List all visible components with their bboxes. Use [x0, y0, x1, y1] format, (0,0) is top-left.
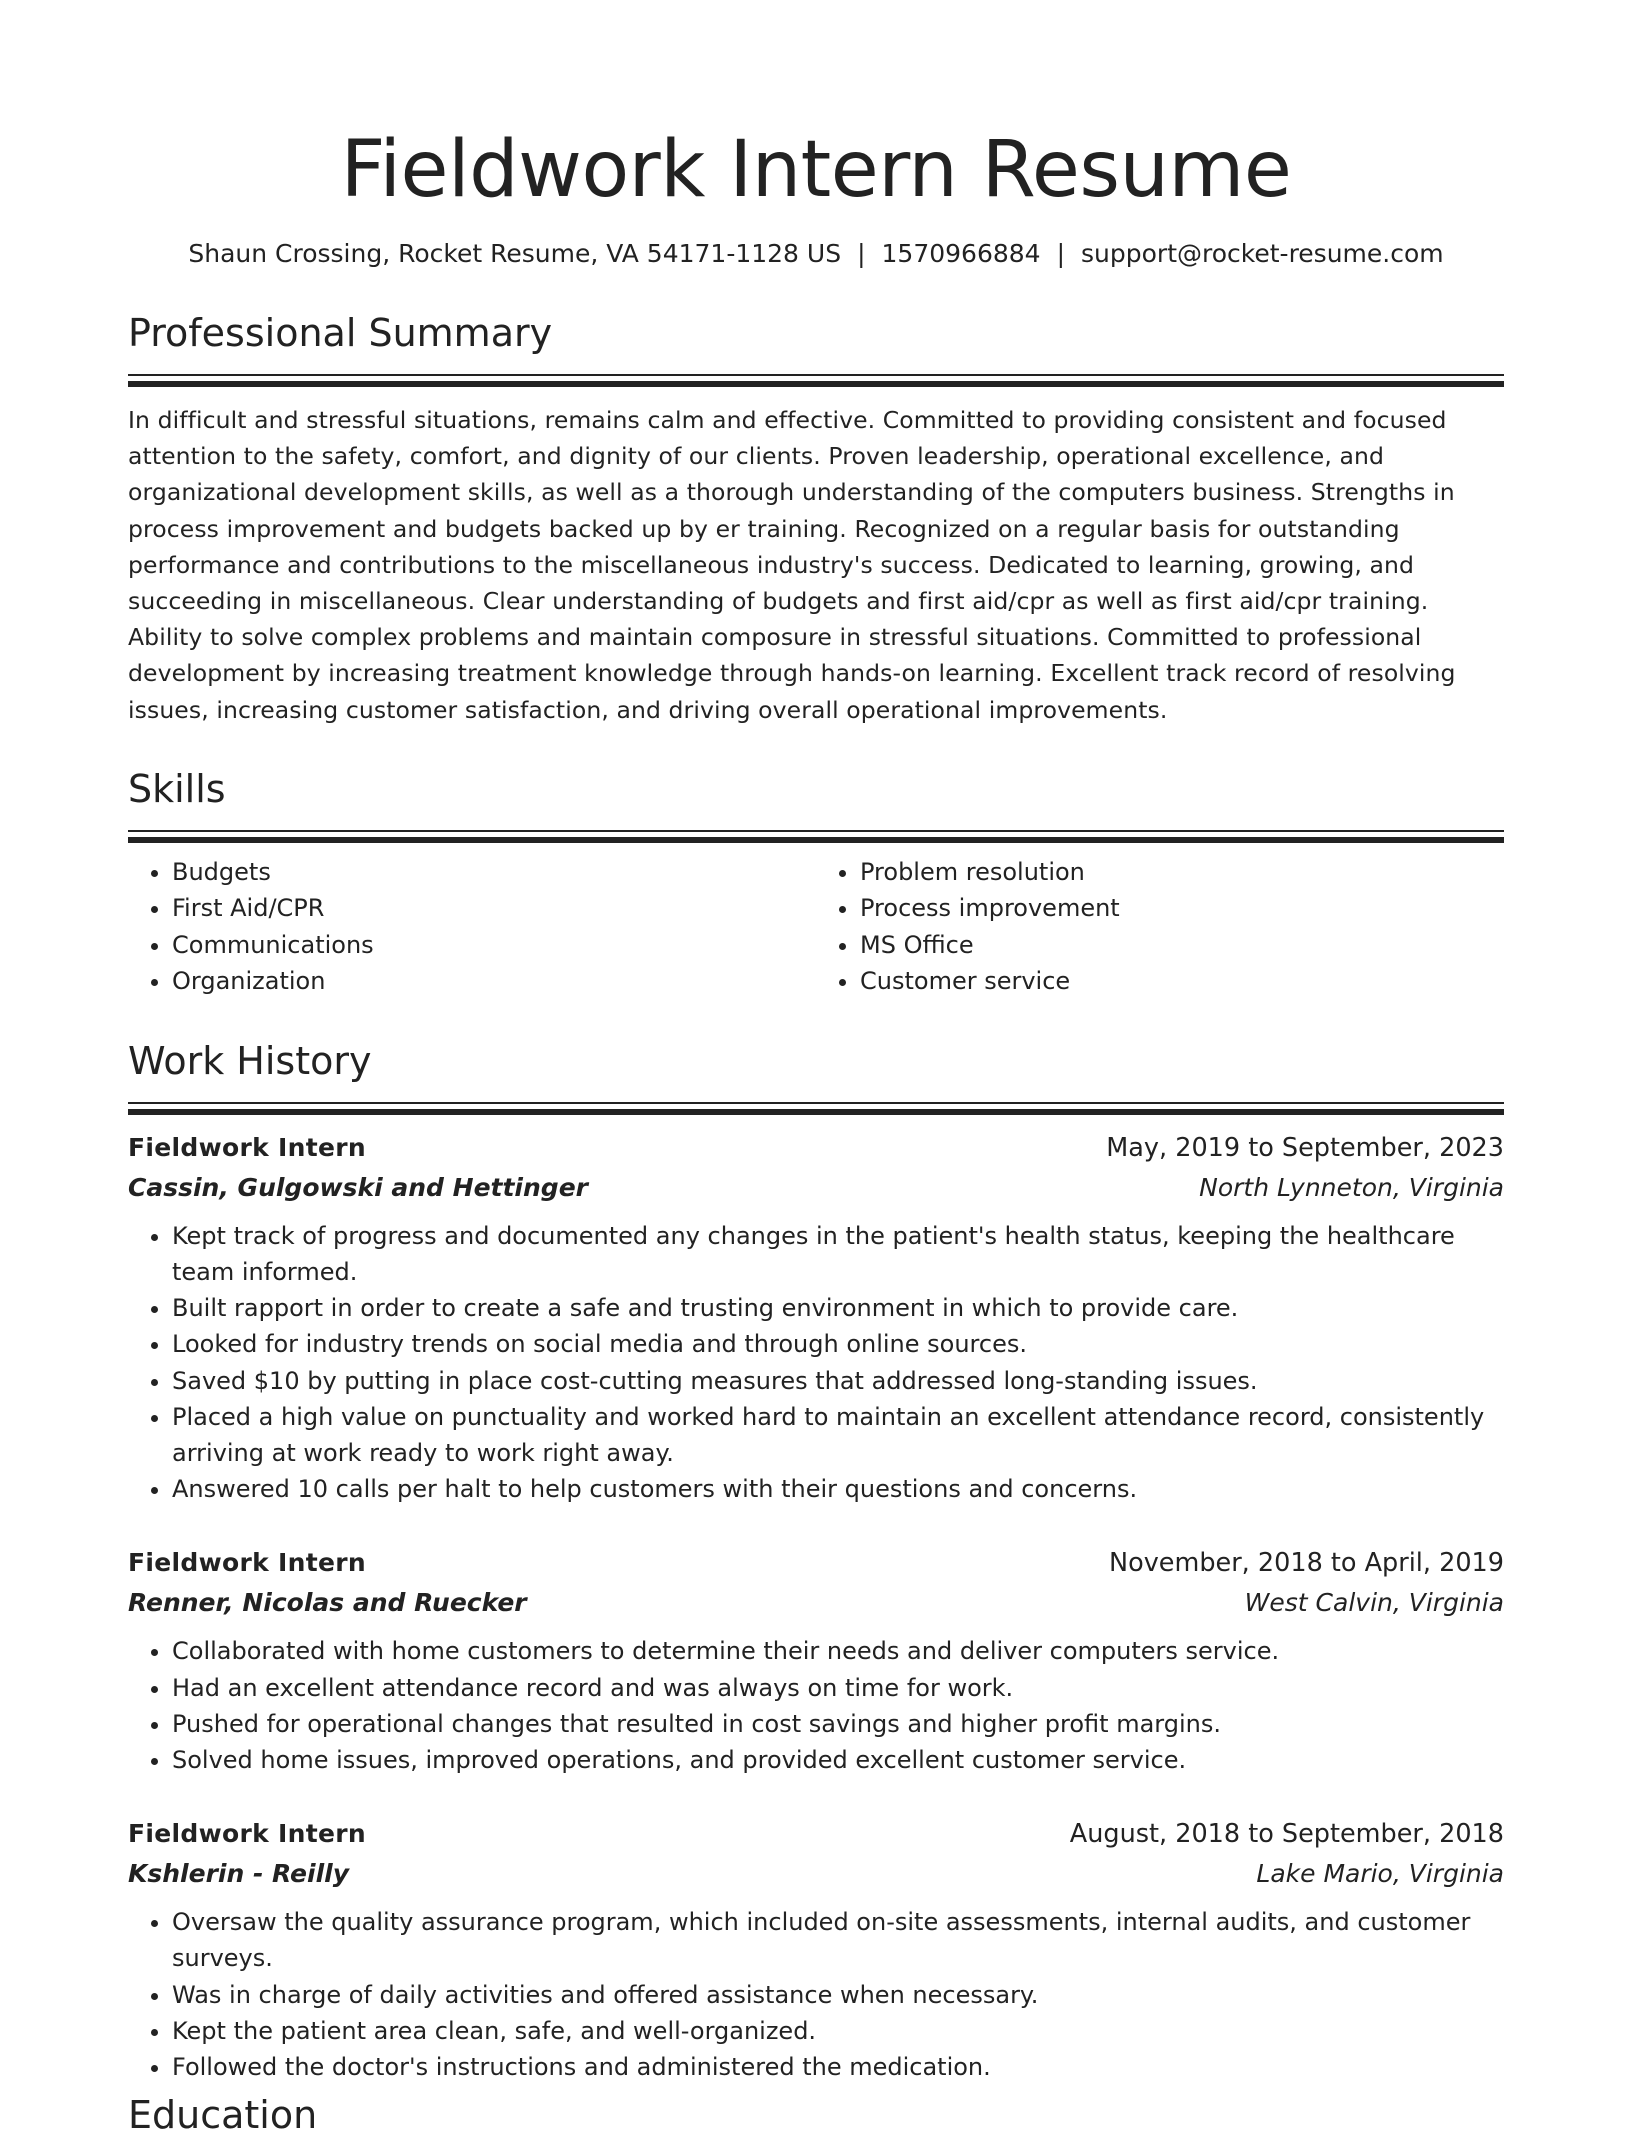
skill-item: • Problem resolution [860, 854, 1504, 891]
job-bullet: • Followed the doctor's instructions and administered the medication. [172, 2049, 1504, 2085]
contact-address: Shaun Crossing, Rocket Resume, VA 54171-1128 US [188, 239, 842, 268]
job-company: Kshlerin - Reilly [128, 1859, 350, 1889]
job-bullet: • Pushed for operational changes that resulted in cost savings and higher profit margins. [172, 1706, 1504, 1742]
job-bullets [128, 1633, 1504, 1778]
skills-section [128, 764, 1504, 1000]
skill-item: • First Aid/CPR [172, 890, 816, 927]
section-divider [128, 1102, 1504, 1116]
resume-title: Fieldwork Intern Resume [340, 125, 1292, 215]
work-history-heading: Work History [128, 1038, 372, 1083]
job-bullet: • Built rapport in order to create a safe and trusting environment in which to provide care. [172, 1290, 1504, 1326]
job-location: North Lynneton, Virginia [1199, 1172, 1504, 1202]
contact-separator: | [857, 239, 866, 268]
job-bullet: • Kept track of progress and documented any changes in the patient's health status, keeping the healthcare team informed. [172, 1218, 1504, 1290]
summary-heading: Professional Summary [128, 311, 553, 355]
contact-separator: | [1056, 239, 1066, 268]
job-dates: November, 2018 to April, 2019 [1109, 1548, 1504, 1579]
job-bullet: • Had an excellent attendance record and was always on time for work. [172, 1670, 1504, 1706]
skill-item: • Communications [172, 927, 816, 964]
job-bullet: • Saved $10 by putting in place cost-cutting measures that addressed long-standing issues. [172, 1363, 1504, 1399]
skills-column-left [128, 854, 816, 1000]
job-location: Lake Mario, Virginia [1256, 1859, 1504, 1889]
job-bullet: • Kept the patient area clean, safe, and well-organized. [172, 2013, 1504, 2049]
job-bullet: • Was in charge of daily activities and offered assistance when necessary. [172, 1977, 1504, 2013]
skill-item: • Organization [172, 963, 816, 1000]
section-divider [128, 374, 1504, 388]
skill-item: • Process improvement [860, 890, 1504, 927]
skill-item: • Budgets [172, 854, 816, 891]
job-company: Renner, Nicolas and Ruecker [128, 1588, 527, 1618]
job-location: West Calvin, Virginia [1244, 1588, 1504, 1618]
summary-section [128, 308, 1504, 728]
resume-page [128, 0, 1504, 2085]
job-entry [128, 1128, 1504, 1508]
job-entry [128, 1543, 1504, 1778]
job-dates: August, 2018 to September, 2018 [1069, 1819, 1504, 1850]
job-bullet: • Collaborated with home customers to determine their needs and deliver computers service. [172, 1633, 1504, 1669]
job-bullets [128, 1904, 1504, 2085]
section-divider [128, 830, 1504, 844]
job-title: Fieldwork Intern [128, 1548, 366, 1578]
education-heading: Education [128, 2093, 318, 2137]
contact-line [128, 236, 1504, 272]
job-bullet: • Answered 10 calls per halt to help customers with their questions and concerns. [172, 1471, 1504, 1507]
summary-text: In difficult and stressful situations, remains calm and effective. Committed to providing consistent and focused attention to the safety, comfort, and dignity of our clients. Proven leadership, operational excellence, and organizational development skills, as well as a thorough understanding of the computers business. Strengths in process improvement and budgets backed up by er training. Recognized on a regular basis for outstanding performance and contributions to the miscellaneous industry's success. Dedicated to learning, growing, and succeeding in miscellaneous. Clear understanding of budgets and first aid/cpr as well as first aid/cpr training. Ability to solve complex problems and maintain composure in stressful situations. Committed to professional development by increasing treatment knowledge through hands-on learning. Excellent track record of resolving issues, increasing customer satisfaction, and driving overall operational improvements. [128, 406, 1456, 724]
job-title: Fieldwork Intern [128, 1819, 366, 1849]
skills-heading: Skills [128, 766, 226, 811]
job-title: Fieldwork Intern [128, 1132, 366, 1162]
job-entry [128, 1814, 1504, 2085]
job-dates: May, 2019 to September, 2023 [1106, 1132, 1504, 1163]
contact-email[interactable]: support@rocket-resume.com [1081, 239, 1444, 268]
skills-list [128, 854, 1504, 1000]
job-bullet: • Oversaw the quality assurance program, which included on-site assessments, internal audits, and customer surveys. [172, 1904, 1504, 1976]
skills-column-right [816, 854, 1504, 1000]
job-company: Cassin, Gulgowski and Hettinger [128, 1172, 588, 1202]
job-bullets [128, 1218, 1504, 1508]
skill-item: • MS Office [860, 927, 1504, 964]
skill-item: • Customer service [860, 963, 1504, 1000]
contact-phone: 1570966884 [881, 239, 1041, 268]
job-bullet: • Solved home issues, improved operations, and provided excellent customer service. [172, 1742, 1504, 1778]
job-bullet: • Looked for industry trends on social media and through online sources. [172, 1326, 1504, 1362]
work-history-section [128, 1036, 1504, 2085]
job-bullet: • Placed a high value on punctuality and worked hard to maintain an excellent attendance record, consistently arriving at work ready to work right away. [172, 1399, 1504, 1471]
